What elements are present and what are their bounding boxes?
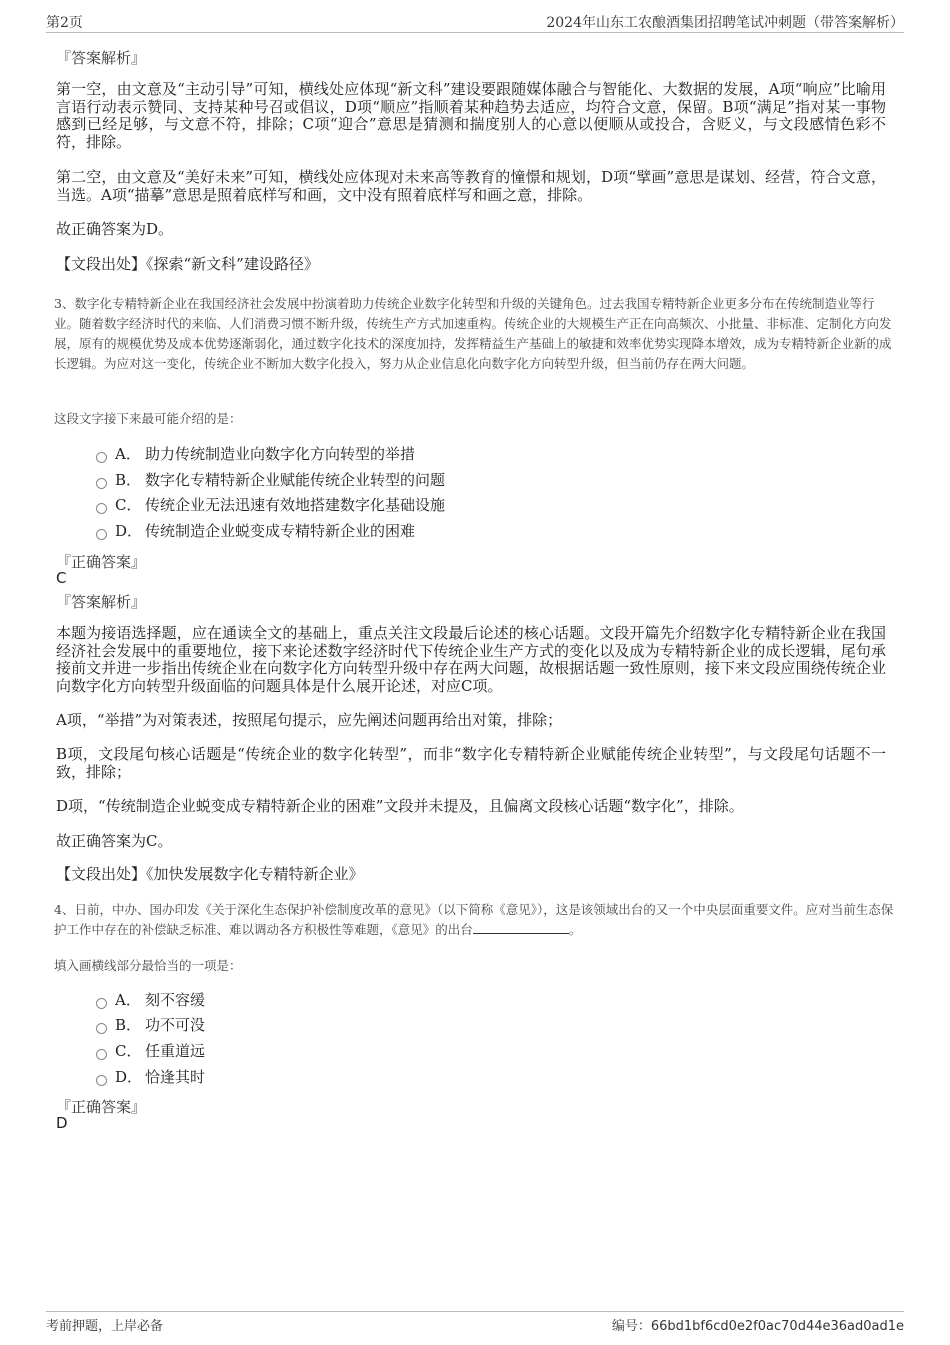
option-b[interactable]: B． 功不可没 (96, 1014, 205, 1036)
page-footer (46, 1311, 904, 1339)
radio-icon[interactable] (96, 1075, 107, 1086)
analysis-paragraph: D项，“传统制造企业蜕变成专精特新企业的困难”文段并未提及，且偏离文段核心话题“数字化”，排除。 (56, 797, 744, 815)
analysis-label: 『答案解析』 (56, 593, 147, 611)
question-text: 4、日前，中办、国办印发《关于深化生态保护补偿制度改革的意见》（以下简称《意见》），这是该领域出台的又一个中央层面重要文件。应对当前生态保护工作中存在的补偿缺乏标准、难以调动各方积极性等难题，《意见》的出台 。 (54, 902, 894, 937)
radio-icon[interactable] (96, 1023, 107, 1034)
document-title: 2024年山东工农酿酒集团招聘笔试冲刺题（带答案解析） (546, 15, 904, 31)
fill-blank (473, 921, 569, 934)
analysis-paragraph: 本题为接语选择题，应在通读全文的基础上，重点关注文段最后论述的核心话题。文段开篇先介绍数字化专精特新企业在我国经济社会发展中的重要地位，接下来论述数字经济时代下传统企业生产方式的变化以及成为专精特新企业的成长逻辑，尾句承接前文并进一步指出传统企业在向数字化方向转型升级中存在两大问题，故根据话题一致性原则，接下来文段应围绕传统企业向数字化方向转型升级面临的问题具体是什么展开论述，对应C项。 (56, 624, 886, 695)
radio-icon[interactable] (96, 998, 107, 1009)
footer-slogan: 考前押题，上岸必备 (46, 1319, 164, 1334)
radio-icon[interactable] (96, 503, 107, 514)
passage-source: 【文段出处】《探索“新文科”建设路径》 (56, 255, 319, 273)
analysis-paragraph: 第一空，由文意及“主动引导”可知，横线处应体现“新文科”建设要跟随媒体融合与智能化、大数据的发展，A项“响应”比喻用言语行动表示赞同、支持某种号召或倡议，D项“顺应”指顺着某种趋势去适应，均符合文意，保留。B项“满足”指对某一事物感到已经足够，与文意不符，排除；C项“迎合”意思是猜测和揣度别人的心意以便顺从或投合，含贬义，与文段感情色彩不符，排除。 (56, 80, 886, 151)
analysis-paragraph: 第二空，由文意及“美好未来”可知，横线处应体现对未来高等教育的憧憬和规划，D项“擘画”意思是谋划、经营，符合文意，当选。A项“描摹”意思是照着底样写和画，文中没有照着底样写和画之意，排除。 (56, 168, 886, 204)
option-d[interactable]: D． 恰逢其时 (96, 1066, 205, 1088)
option-a[interactable]: A． 刻不容缓 (96, 989, 205, 1011)
radio-icon[interactable] (96, 478, 107, 489)
analysis-conclusion: 故正确答案为D。 (56, 220, 174, 238)
answer-label: 『正确答案』 (56, 1098, 147, 1116)
analysis-label: 『答案解析』 (56, 49, 147, 67)
radio-icon[interactable] (96, 529, 107, 540)
radio-icon[interactable] (96, 452, 107, 463)
page-header (46, 12, 904, 33)
question-prompt: 填入画横线部分最恰当的一项是： (54, 958, 242, 973)
correct-answer: C (56, 569, 67, 587)
question-prompt: 这段文字接下来最可能介绍的是： (54, 411, 242, 426)
passage-source: 【文段出处】《加快发展数字化专精特新企业》 (56, 865, 364, 883)
analysis-paragraph: B项，文段尾句核心话题是“传统企业的数字化转型”，而非“数字化专精特新企业赋能传统企业转型”，与文段尾句话题不一致，排除； (56, 745, 886, 781)
correct-answer: D (56, 1114, 68, 1132)
radio-icon[interactable] (96, 1049, 107, 1060)
question-text: 3、数字化专精特新企业在我国经济社会发展中扮演着助力传统企业数字化转型和升级的关键角色。过去我国专精特新企业更多分布在传统制造业等行业。随着数字经济时代的来临、人们消费习惯不断升级，传统生产方式加速重构。传统企业的大规模生产正在向高频次、小批量、非标准、定制化方向发展，原有的规模优势及成本优势逐渐弱化，通过数字化技术的深度加持，发挥精益生产基础上的敏捷和效率优势实现降本增效，成为专精特新企业新的成长逻辑。为应对这一变化，传统企业不断加大数字化投入，努力从企业信息化向数字化方向转型升级，但当前仍存在两大问题。 (54, 296, 892, 371)
analysis-conclusion: 故正确答案为C。 (56, 832, 173, 850)
answer-label: 『正确答案』 (56, 553, 147, 571)
option-c[interactable]: C． 任重道远 (96, 1040, 205, 1062)
document-id: 编号：66bd1bf6cd0e2f0ac70d44e36ad0ad1e (611, 1319, 904, 1334)
option-a[interactable]: A． 助力传统制造业向数字化方向转型的举措 (96, 443, 415, 465)
option-d[interactable]: D． 传统制造企业蜕变成专精特新企业的困难 (96, 520, 415, 542)
analysis-paragraph: A项，“举措”为对策表述，按照尾句提示，应先阐述问题再给出对策，排除； (56, 711, 563, 729)
option-b[interactable]: B． 数字化专精特新企业赋能传统企业转型的问题 (96, 469, 445, 491)
option-c[interactable]: C． 传统企业无法迅速有效地搭建数字化基础设施 (96, 494, 445, 516)
page-number: 第2页 (46, 15, 83, 31)
